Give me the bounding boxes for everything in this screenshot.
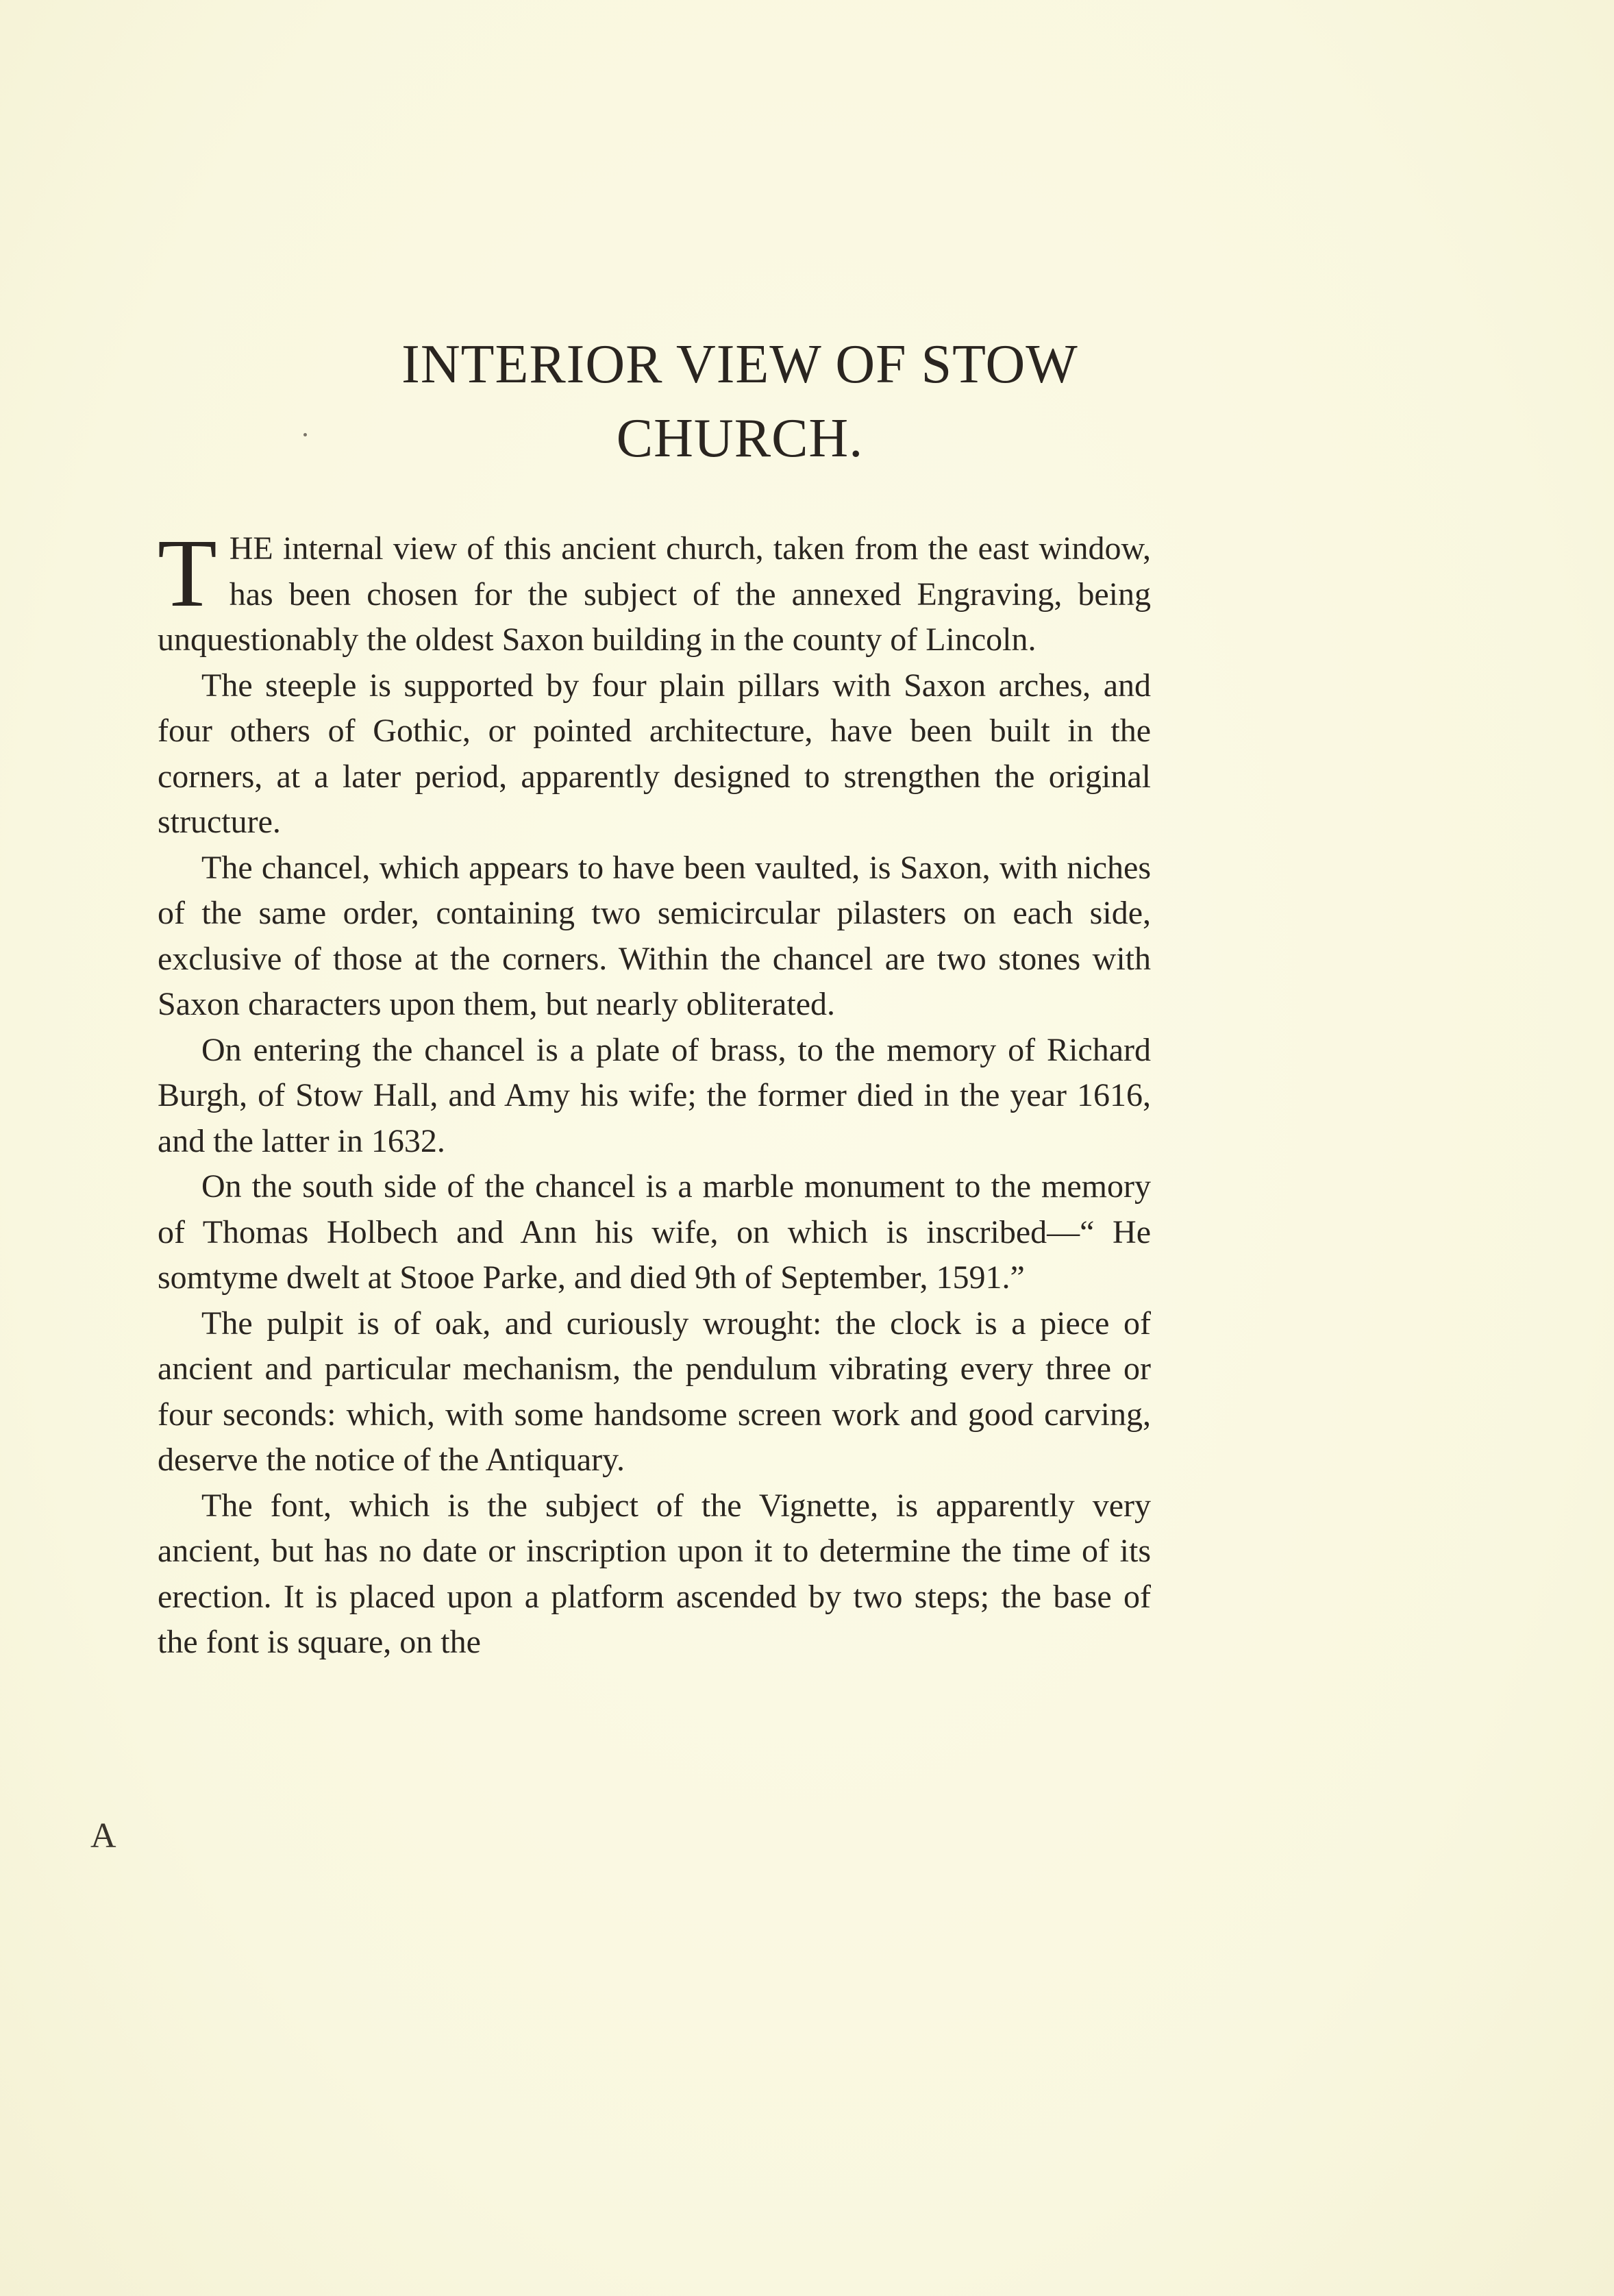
- page-title: [158, 328, 1322, 476]
- page-title-line-1: INTERIOR VIEW OF STOW: [401, 334, 1078, 395]
- paragraph-1-text: HE internal view of this ancient church, taken from the east window, has been chosen for the subject of the annexed Engraving, being unquestionably the oldest Saxon building in the county of Lincoln.: [158, 530, 1151, 658]
- drop-cap: T: [158, 519, 217, 627]
- paragraph-2: The steeple is supported by four plain pillars with Saxon arches, and four others of Gothic, or pointed architecture, have been built in the corners, at a later period, apparently designed to strengthen the original structure.: [158, 667, 1151, 840]
- decorative-dot: [303, 433, 307, 436]
- paragraph-3: The chancel, which appears to have been vaulted, is Saxon, with niches of the same order, containing two semicircular pilasters on each side, exclusive of those at the corners. Within the chancel are two stones with Saxon characters upon them, but nearly obliterated.: [158, 849, 1151, 1022]
- paragraph-5: On the south side of the chancel is a marble monument to the memory of Thomas Holbech and Ann his wife, on which is inscribed—“ He somtyme dwelt at Stooe Parke, and died 9th of September, 1591.”: [158, 1168, 1151, 1296]
- margin-mark: A: [90, 1816, 116, 1855]
- page-title-line-2: CHURCH.: [616, 408, 864, 469]
- paragraph-4: On entering the chancel is a plate of brass, to the memory of Richard Burgh, of Stow Hall, and Amy his wife; the former died in the year 1616, and the latter in 1632.: [158, 1031, 1151, 1159]
- paragraph-6: The pulpit is of oak, and curiously wrought: the clock is a piece of ancient and particular mechanism, the pendulum vibrating every three or four seconds: which, with some handsome screen work and good carving, deserve the notice of the Antiquary.: [158, 1305, 1151, 1478]
- paragraph-7: The font, which is the subject of the Vignette, is apparently very ancient, but has no date or inscription upon it to determine the time of its erection. It is placed upon a platform ascended by two steps; the base of the font is square, on the: [158, 1487, 1151, 1660]
- article-body: [158, 519, 1151, 1666]
- paragraph-1: [158, 519, 1151, 663]
